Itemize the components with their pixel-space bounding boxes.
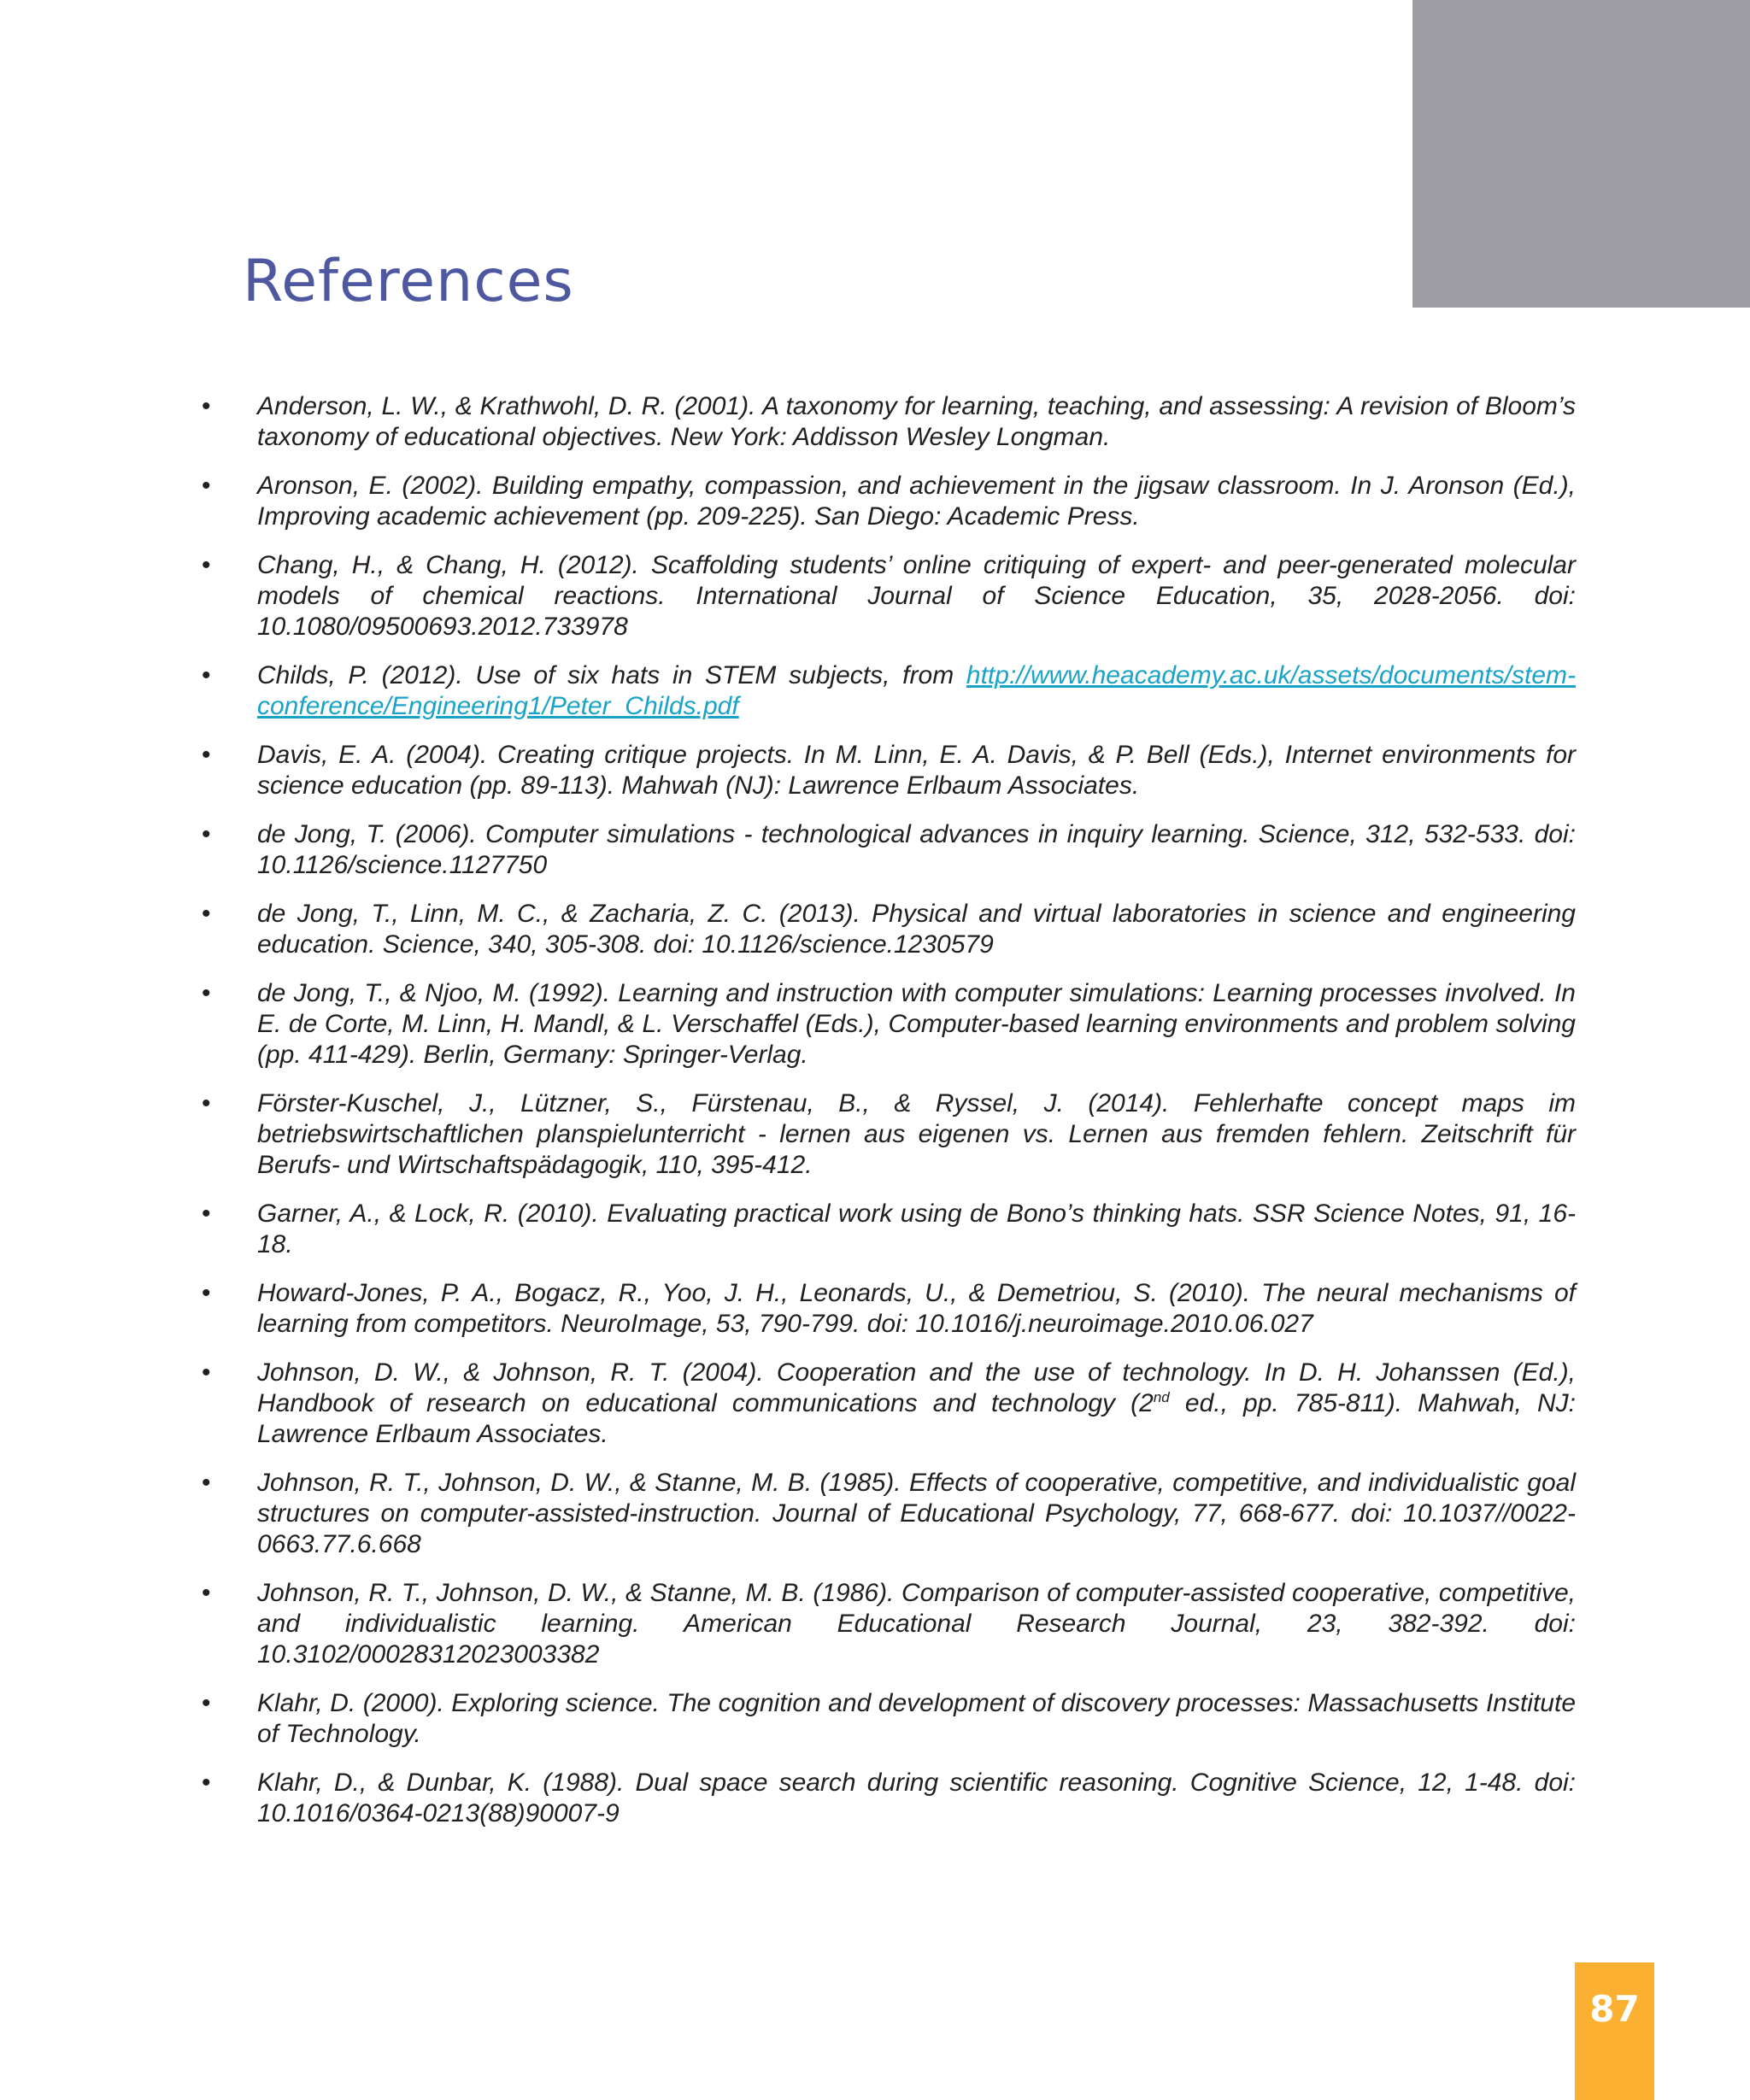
reference-text: Anderson, L. W., & Krathwohl, D. R. (2001). A taxonomy for learning, teaching, and assessing: A revision of Bloom’s taxonomy of educational objectives. New York: Addisson Wesley Longman. [257,392,1576,451]
reference-text: Klahr, D. (2000). Exploring science. The cognition and development of discovery processes: Massachusetts Institute of Technology. [257,1689,1576,1748]
reference-text: de Jong, T., & Njoo, M. (1992). Learning and instruction with computer simulations: Learning processes involved. In E. de Corte, M. Linn, H. Mandl, & L. Verschaffel (Eds.), Computer-based learning environments and problem solving (pp. 411-429). Berlin, Germany: Springer-Verlag. [257,979,1576,1069]
page-number: 87 [1589,1988,1640,2030]
reference-text-continued: ed., pp. 785-811). Mahwah, NJ: Lawrence Erlbaum Associates. [257,1389,1577,1448]
reference-text: Childs, P. (2012). Use of six hats in STEM subjects, from [257,661,966,689]
reference-item [197,1199,1576,1260]
reference-text: Davis, E. A. (2004). Creating critique projects. In M. Linn, E. A. Davis, & P. Bell (Eds.), Internet environments for science education (pp. 89-113). Mahwah (NJ): Lawrence Erlbaum Associates. [257,741,1576,800]
reference-item [197,978,1576,1071]
reference-item [197,550,1576,642]
page-title: References [243,248,574,315]
reference-text: Förster-Kuschel, J., Lützner, S., Fürstenau, B., & Ryssel, J. (2014). Fehlerhafte concept maps im betriebswirtschaftlichen planspielunterricht - lernen aus eigenen vs. Lernen aus fremden fehlern. Zeitschrift für Berufs- und Wirtschaftspädagogik, 110, 395-412. [257,1089,1576,1179]
reference-item [197,899,1576,960]
reference-text: Johnson, R. T., Johnson, D. W., & Stanne, M. B. (1986). Comparison of computer-assisted cooperative, competitive, and individualistic learning. American Educational Research Journal, 23, 382-392. doi: 10.3102/00028312023003382 [257,1579,1576,1669]
reference-text: Johnson, R. T., Johnson, D. W., & Stanne, M. B. (1985). Effects of cooperative, competitive, and individualistic goal structures on computer-assisted-instruction. Journal of Educational Psychology, 77, 668-677. doi: 10.1037//0022-0663.77.6.668 [257,1469,1576,1558]
superscript-ordinal: nd [1153,1389,1170,1405]
reference-text: de Jong, T. (2006). Computer simulations - technological advances in inquiry learning. Science, 312, 532-533. doi: 10.1126/science.1127750 [257,820,1576,879]
reference-text: Klahr, D., & Dunbar, K. (1988). Dual space search during scientific reasoning. Cognitive Science, 12, 1-48. doi: 10.1016/0364-0213(88)90007-9 [257,1769,1576,1827]
reference-item [197,1578,1576,1670]
reference-item [197,1688,1576,1750]
reference-item [197,819,1576,881]
reference-item [197,391,1576,453]
reference-item [197,1278,1576,1340]
corner-decoration [1412,0,1750,308]
reference-text: de Jong, T., Linn, M. C., & Zacharia, Z. C. (2013). Physical and virtual laboratories in science and engineering education. Science, 340, 305-308. doi: 10.1126/science.1230579 [257,900,1576,959]
reference-list [197,391,1576,1847]
reference-text: Johnson, D. W., & Johnson, R. T. (2004). Cooperation and the use of technology. In D. H. Johanssen (Ed.), Handbook of research on educational communications and technology (2 [257,1358,1576,1417]
reference-item [197,1768,1576,1829]
reference-text: Aronson, E. (2002). Building empathy, compassion, and achievement in the jigsaw classroom. In J. Aronson (Ed.), Improving academic achievement (pp. 209-225). San Diego: Academic Press. [257,472,1576,531]
reference-item [197,471,1576,532]
reference-text: Garner, A., & Lock, R. (2010). Evaluating practical work using de Bono’s thinking hats. SSR Science Notes, 91, 16-18. [257,1200,1576,1258]
reference-link[interactable]: http://www.heacademy.ac.uk/assets/documents/stem-conference/Engineering1/Peter_Childs.pdf [257,661,1576,720]
reference-item [197,660,1576,722]
reference-item [197,740,1576,801]
reference-item [197,1468,1576,1560]
reference-item [197,1358,1576,1450]
reference-item [197,1088,1576,1181]
reference-text: Chang, H., & Chang, H. (2012). Scaffolding students’ online critiquing of expert- and peer-generated molecular models of chemical reactions. International Journal of Science Education, 35, 2028-2056. doi: 10.1080/09500693.2012.733978 [257,551,1576,641]
reference-text: Howard-Jones, P. A., Bogacz, R., Yoo, J. H., Leonards, U., & Demetriou, S. (2010). The neural mechanisms of learning from competitors. NeuroImage, 53, 790-799. doi: 10.1016/j.neuroimage.2010.06.027 [257,1279,1576,1338]
page-number-box [1575,1962,1654,2100]
